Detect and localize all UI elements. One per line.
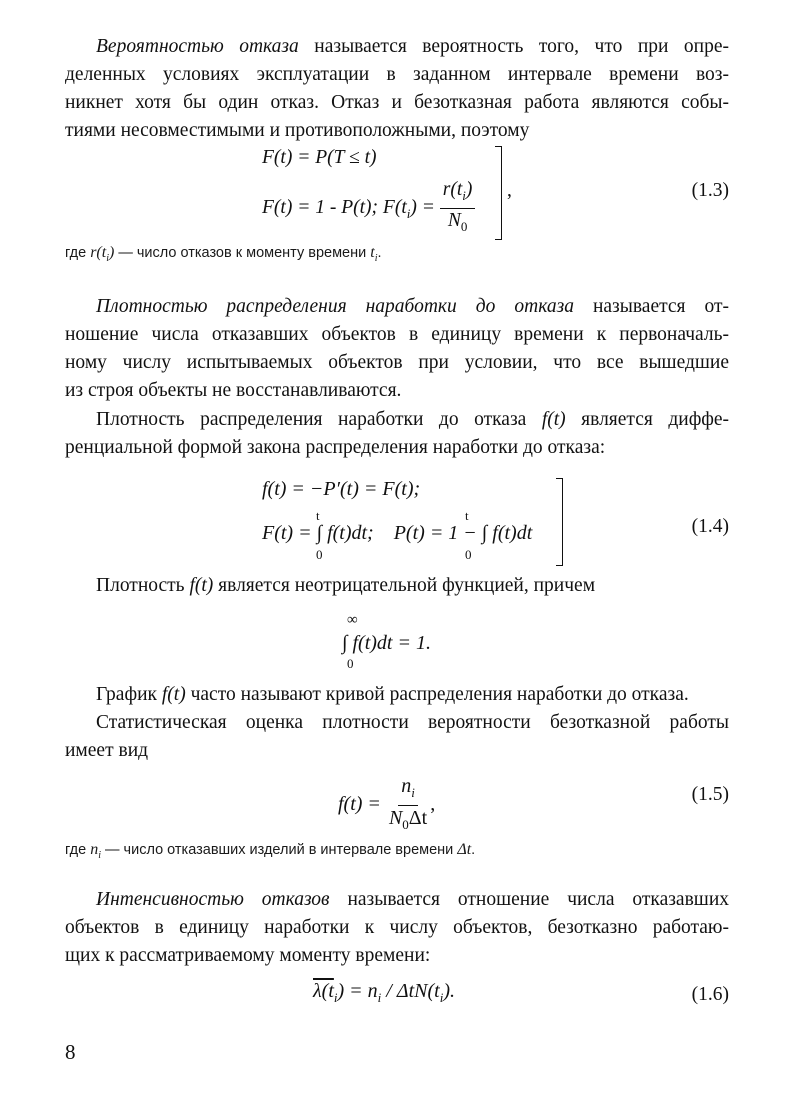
para6-line2: имеет вид [65, 740, 149, 761]
eq15-label: (1.5) [691, 784, 729, 805]
para2-line3: ному числу испытываемых объектов при условии, что все вышедшие [65, 352, 729, 373]
eq14-line1: f(t) = −P′(t) = F(t); [262, 478, 421, 500]
para7-line2: объектов в единицу наработки к числу объектов, безотказно работаю- [65, 917, 729, 938]
eq-norm-upper: ∞ [347, 612, 358, 628]
eq13-line1: F(t) = P(T ≤ t) [262, 147, 377, 168]
para6-line1: Статистическая оценка плотности вероятности безотказной работы [96, 712, 729, 733]
eq14-label: (1.4) [691, 516, 729, 537]
para1-line3: никнет хотя бы один отказ. Отказ и безотказная работа являются собы- [65, 92, 729, 113]
para1-line2: деленных условиях эксплуатации в заданном интервале времени воз- [65, 64, 729, 85]
para7-line3: щих к рассматриваемому моменту времени: [65, 945, 431, 966]
eq13-brace [495, 146, 502, 240]
para1-line4: тиями несовместимыми и противоположными, поэтому [65, 120, 530, 141]
eq13-note: где $r(t_i)$ — число отказов к моменту времени $t_i$. [65, 244, 382, 265]
para2-line1: Плотностью распределения наработки до отказа называется от- [96, 296, 729, 317]
eq13-fraction: $\frac{r(t_i)}{N_0}$ [440, 178, 476, 239]
eq16: $\lambda(t_i) = n_i / \Delta tN(t_i)$. [313, 980, 456, 1005]
term-failure-rate: Интенсивностью отказов [96, 889, 330, 910]
eq16-label: (1.6) [691, 984, 729, 1005]
term-failure-density: Плотностью распределения наработки до отказа [96, 296, 574, 317]
para4: Плотность f(t) является неотрицательной функцией, причем [96, 575, 596, 596]
para3-line2: ренциальной формой закона распределения наработки до отказа: [65, 437, 606, 458]
eq13-comma: , [507, 180, 512, 201]
para2-line2: ношение числа отказавших объектов в единицу времени к первоначаль- [65, 324, 729, 345]
eq15: f(t) = $\frac{n_i}{N_0\Delta t}$ , [338, 774, 435, 837]
eq14-brace [556, 478, 563, 566]
eq-norm: ∫ f(t)dt = 1. [342, 632, 431, 654]
para5: График f(t) часто называют кривой распределения наработки до отказа. [96, 684, 689, 705]
para3-line1: Плотность распределения наработки до отказа f(t) является диффе- [96, 409, 729, 430]
eq-norm-lower: 0 [347, 656, 354, 671]
eq15-note: где $n_i$ — число отказавших изделий в интервале времени Δt. [65, 841, 476, 862]
eq13-label: (1.3) [691, 180, 729, 201]
page-number: 8 [65, 1040, 76, 1064]
eq15-fraction: $\frac{n_i}{N_0\Delta t}$ [388, 775, 428, 832]
term-failure-probability: Вероятностью отказа [96, 36, 299, 57]
eq14-line2: F(t) = ∫ f(t)dt; P(t) = 1 − ∫ f(t)dt [262, 522, 533, 544]
eq13-line2: F(t) = 1 - P(t); $F(t_i)$ = $\frac{r(t_i)}{N_0}$ [262, 178, 475, 239]
para1-line1: Вероятностью отказа называется вероятность того, что при опре- [96, 36, 729, 57]
para2-line4: из строя объекты не восстанавливаются. [65, 380, 402, 401]
para7-line1: Интенсивностью отказов называется отношение числа отказавших [96, 889, 729, 910]
